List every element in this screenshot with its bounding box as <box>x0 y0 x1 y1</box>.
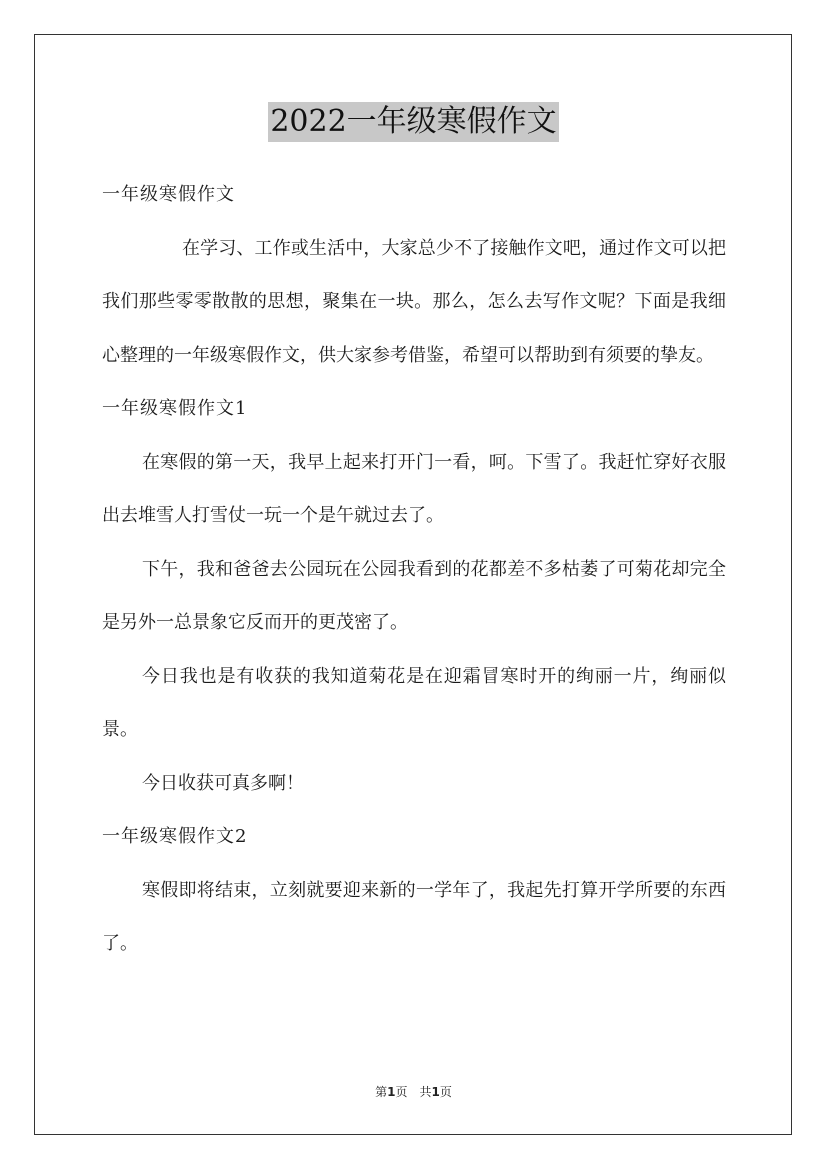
intro-paragraph: 在学习、工作或生活中，大家总少不了接触作文吧，通过作文可以把我们那些零零散散的思想，聚集在一块。那么，怎么去写作文呢？下面是我细心整理的一年级寒假作文，供大家参考借鉴，希望可以帮助到有须要的挚友。 <box>102 237 726 366</box>
page-label-mid: 页 共 <box>395 1085 432 1099</box>
body-paragraph: 在寒假的第一天，我早上起来打开门一看，呵。下雪了。我赶忙穿好衣服出去堆雪人打雪仗一玩一个是午就过去了。 <box>102 451 726 526</box>
body-paragraph: 下午，我和爸爸去公园玩在公园我看到的花都差不多枯萎了可菊花却完全是另外一总景象它反而开的更茂密了。 <box>102 558 726 633</box>
title-container <box>0 102 827 142</box>
page-total: 1 <box>431 1085 440 1099</box>
section-heading-1: 一年级寒假作文1 <box>102 398 248 419</box>
page-label-post: 页 <box>439 1085 452 1099</box>
body-paragraph: 今日我也是有收获的我知道菊花是在迎霜冒寒时开的绚丽一片，绚丽似景。 <box>102 665 726 740</box>
page-label-pre: 第 <box>375 1085 388 1099</box>
document-title: 2022一年级寒假作文 <box>268 102 558 142</box>
body-paragraph: 今日收获可真多啊！ <box>142 772 304 794</box>
body-paragraph: 寒假即将结束，立刻就要迎来新的一学年了，我起先打算开学所要的东西了。 <box>102 879 726 954</box>
section-heading: 一年级寒假作文 <box>102 184 235 205</box>
document-body <box>102 168 726 971</box>
section-heading-2: 一年级寒假作文2 <box>102 826 248 847</box>
page-footer <box>0 1083 827 1100</box>
page-current: 1 <box>387 1085 396 1099</box>
